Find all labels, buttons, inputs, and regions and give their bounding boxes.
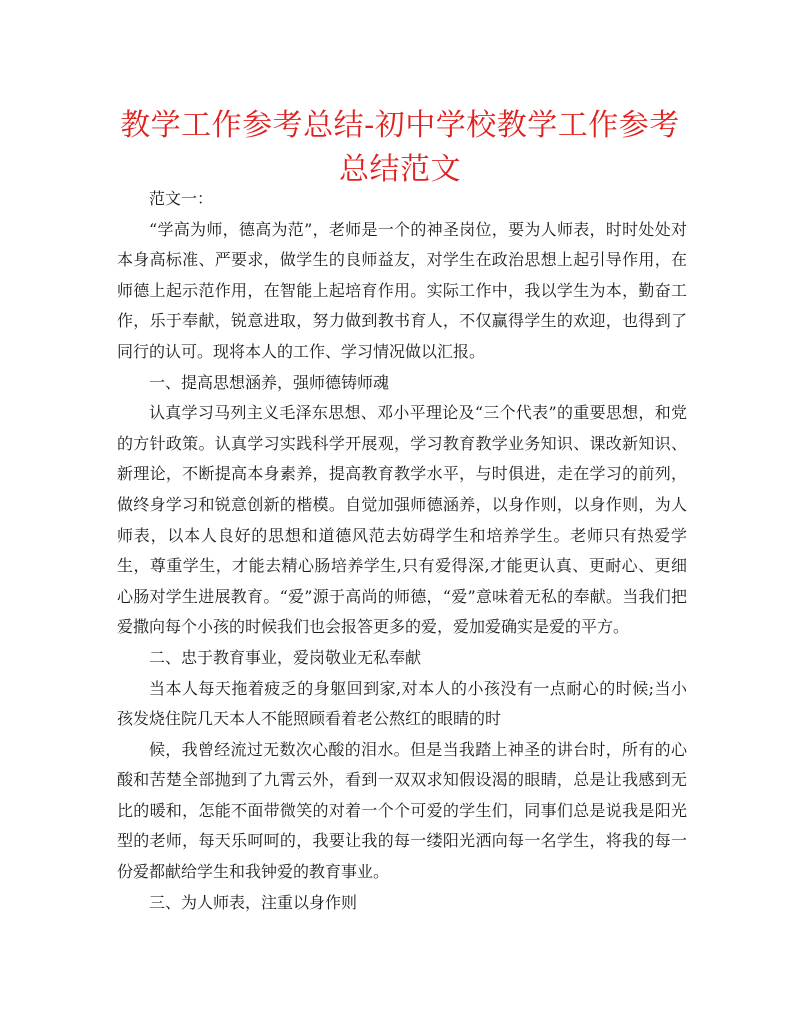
body-paragraph: 认真学习马列主义毛泽东思想、邓小平理论及“三个代表”的重要思想，和党的方针政策。认真学习实践科学开展观，学习教育教学业务知识、课改新知识、新理论，不断提高本身素养，提高教育教学水平，与时俱进，走在学习的前列，做终身学习和锐意创新的楷模。自觉加强师德涵养，以身作则，以身作则，为人师表，以本人良好的思想和道德风范去妨碍学生和培养学生。老师只有热爱学生，尊重学生，才能去精心肠培养学生,只有爱得深,才能更认真、更耐心、更细心肠对学生进展教育。“爱”源于高尚的师德，“爱”意味着无私的奉献。当我们把爱撒向每个小孩的时候我们也会报答更多的爱，爱加爱确实是爱的平方。 (117, 403, 687, 637)
sample-label: 范文一： (149, 189, 214, 208)
section-heading: 三、为人师表，注重以身作则 (149, 892, 358, 912)
section-heading: 二、忠于教育事业，爱岗敬业无私奉献 (149, 647, 422, 667)
document-title: 教学工作参考总结-初中学校教学工作参考总结范文 (120, 108, 680, 187)
section-heading: 一、提高思想涵养，强师德铸师魂 (149, 372, 390, 392)
document-body (117, 184, 687, 918)
body-paragraph: 候，我曾经流过无数次心酸的泪水。但是当我踏上神圣的讲台时，所有的心酸和苦楚全部抛到了九霄云外，看到一双双求知假设渴的眼睛，总是让我感到无比的暖和，怎能不面带微笑的对着一个个可爱的学生们，同事们总是说我是阳光型的老师，每天乐呵呵的，我要让我的每一缕阳光洒向每一名学生，将我的每一份爱都献给学生和我钟爱的教育事业。 (117, 739, 687, 882)
body-paragraph: 当本人每天拖着疲乏的身躯回到家,对本人的小孩没有一点耐心的时候;当小孩发烧住院几天本人不能照顾看着老公熬红的眼睛的时 (117, 678, 687, 729)
body-paragraph: “学高为师，德高为范”，老师是一个的神圣岗位，要为人师表，时时处处对本身高标准、严要求，做学生的良师益友，对学生在政治思想上起引导作用，在师德上起示范作用，在智能上起培育作用。实际工作中，我以学生为本，勤奋工作，乐于奉献，锐意进取，努力做到教书育人，不仅赢得学生的欢迎，也得到了同行的认可。现将本人的工作、学习情况做以汇报。 (117, 219, 687, 361)
